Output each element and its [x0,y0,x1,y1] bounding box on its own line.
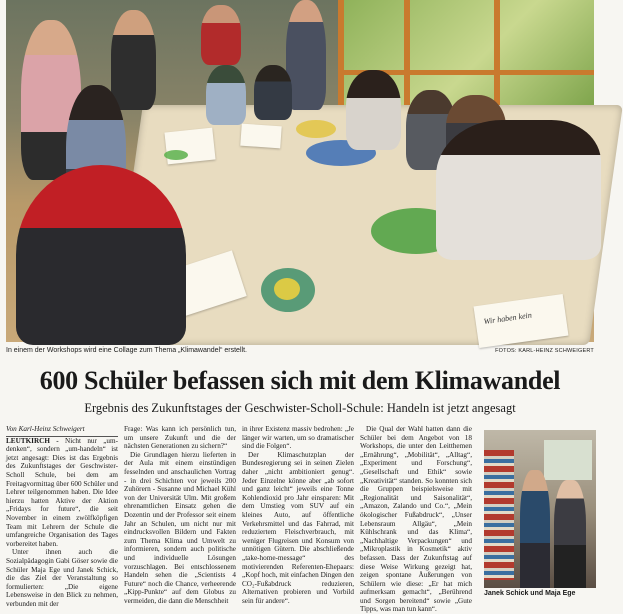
projection-screen [544,440,592,480]
article-body [6,425,478,614]
person-janek [520,470,550,588]
paragraph-1: Nicht nur „um-denken“, sondern „um-handeln“ ist jetzt angesagt: Dies ist das Ergebnis des Zukunftstages der Geschwister-Scholl Schule, bei dem am Freitagvormittag über 600 Schüler und Lehrer teilgenommen haben. Die Idee hierzu hatten Aktive der Aktion „Fridays for future“, die seit November in einem zwölfköpfigen Team mit Lehrern der Schule die umfangreiche Organisation des Tages vorbereitet haben. [6,436,119,548]
column-2 [124,425,236,605]
paragraph-4: Die Grundlagen hierzu lieferten in der Aula mit einem einstündigen fesselnden und anschaulichen Vortrag - in drei Schichten vor jeweils 200 Zuhörern - Susanne und Michael Kühl von der Universität Ulm. Mit großem ehrenamtlichen Einsatz gehen die Dozentin und der Professor seit einem Jahr an Schulen, um nicht nur mit eindrucksvollen Bildern und Fakten zum Thema Klima und Umwelt zu informieren, sondern auch politische und individuelle Lösungen vorzuschlagen. Bei entschlossenem Handeln sehen die „Scientists 4 Future“ noch die Chance, verheerende „Kipp-Punkte“ auf dem Globus zu vermeiden, die dann die Menschheit [124,450,236,605]
headline: 600 Schüler befassen sich mit dem Klimawandel [39,366,561,395]
side-photo-caption: Janek Schick und Maja Ege [484,590,576,597]
photo-credit: FOTOS: KARL-HEINZ SCHWEIGERT [495,348,594,354]
paragraph-6: Der Klimaschutzplan der Bundesregierung sei in seinen Zielen daher „nicht ambitioniert genug“. Jeder Einzelne könne aber „ab sofort und ganz leicht“ jeweils eine Tonne Kohlendioxid pro Jahr einsparen: Mit dem Umstieg vom SUV auf ein kleines Auto, auf öffentliche Verkehrsmittel und das Fahrrad, mit reduziertem Fleischverbrauch, mit weniger Flugreisen und Konsum von unnötigen Gütern. Die abschließende „take-home-message“ des motivierenden Referenten-Ehepaars: „Kopf hoch, mit einfachen Dingen den CO₂-Fußabdruck reduzieren, Alternativen probieren und Vorbild sein für andere“. [242,450,354,605]
side-photo [484,430,596,588]
column-4 [360,425,472,614]
paragraph-2: Unter ihnen auch die Sozialpädagogin Gabi Göser sowie die Schüler Maja Ege und Janek Schick, die das Ziel der Veranstaltung so formulierten: „Die eigene Lebensweise in den Blick zu nehmen, verbunden mit der [6,548,118,608]
column-3 [242,425,354,605]
paragraph-5: in ihrer Existenz massiv bedrohen: „Je länger wir warten, um so dramatischer sind die Folgen“. [242,425,354,451]
subheadline: Ergebnis des Zukunftstages der Geschwister-Scholl-Schule: Handeln ist jetzt angesagt [84,401,516,415]
column-1 [6,425,119,608]
bookshelf [484,450,514,580]
main-photo [6,0,594,342]
paragraph-7: Die Qual der Wahl hatten dann die Schüler bei dem Angebot von 18 Workshops, die unter den Leitthemen „Ernährung“, „Mobilität“, „Alltag“, „Experiment und Forschung“, „Gesellschaft und Ethik“ sowie „Kreativität“ standen. So konnten sich die Gruppen beispielsweise mit „Regionalität und Saisonalität“, „Amazon, Zalando und Co.“, „Mein ökologischer Fußabdruck“, „Unser Lebensraum Allgäu“, „Mein Kühlschrank und das Klima“, „Nachhaltige Verpackungen“ und „Mikroplastik in Kosmetik“ aktiv befassen. Dass der Zukunftstag auf diese Weise Wirkung gezeigt hat, zeigen spontane Äußerungen von Schülern wie diese: „Er hat mich aufmerksam gemacht“, „Berührend und Sorgen bereitend“ sowie „Gute Tipps, was man tun kann“. [360,425,472,614]
photo-caption: In einem der Workshops wird eine Collage zum Thema „Klimawandel“ erstellt. [6,347,247,354]
byline: Von Karl-Heinz Schweigert [6,425,118,437]
protest-sign-text: Wir haben kein [483,310,533,327]
photo-caption-bar [6,344,594,358]
paragraph-3: Frage: Was kann ich persönlich tun, um unsere Zukunft und die der nächsten Generationen zu sichern?“ [124,425,236,451]
person-maja [554,480,586,588]
dateline: LEUTKIRCH - [6,436,59,445]
